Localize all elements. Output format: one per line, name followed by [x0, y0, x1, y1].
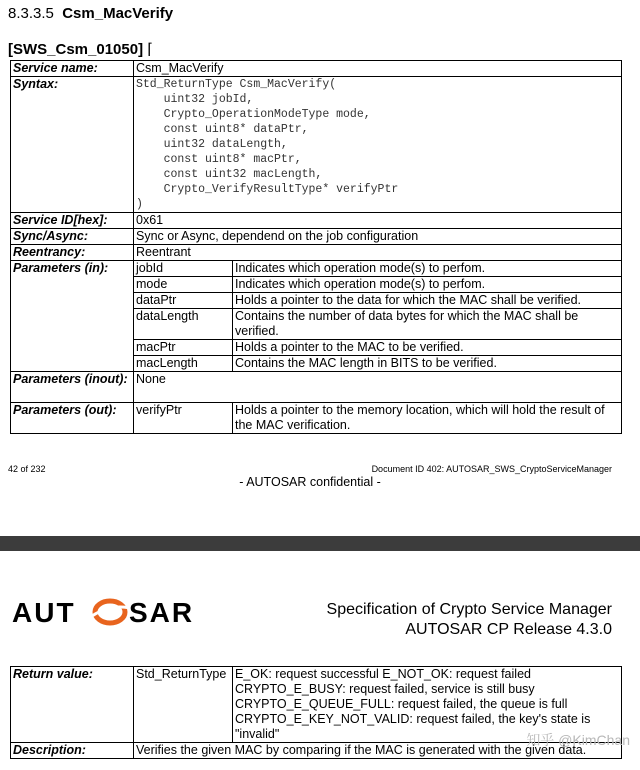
return-code-line: CRYPTO_E_QUEUE_FULL: request failed, the queue is full [235, 697, 568, 711]
autosar-logo-icon [12, 596, 228, 628]
requirement-id-text: [SWS_Csm_01050] [8, 41, 144, 58]
section-name: Csm_MacVerify [62, 5, 174, 22]
param-name: verifyPtr [134, 403, 233, 434]
param-desc: Holds a pointer to the MAC to be verified. [233, 340, 622, 356]
svg-text:AUT: AUT [12, 597, 76, 628]
page-separator [0, 536, 640, 551]
label-description: Description: [11, 743, 134, 759]
value-description: Verifies the given MAC by comparing if the MAC is generated with the given data. [134, 743, 622, 759]
value-syntax [134, 77, 622, 213]
syntax-line: const uint32 macLength, [136, 168, 323, 181]
row-param-out [11, 403, 622, 434]
label-syntax: Syntax: [11, 77, 134, 213]
value-service-id: 0x61 [134, 213, 622, 229]
label-reentrancy: Reentrancy: [11, 245, 134, 261]
requirement-open-bracket: ⌈ [147, 41, 154, 58]
param-name: mode [134, 277, 233, 293]
value-reentrancy: Reentrant [134, 245, 622, 261]
requirement-id [8, 40, 153, 58]
param-name: jobId [134, 261, 233, 277]
document-title [327, 600, 612, 640]
return-type: Std_ReturnType [134, 667, 233, 743]
label-service-id: Service ID[hex]: [11, 213, 134, 229]
document-title-line1: Specification of Crypto Service Manager [326, 601, 612, 618]
label-service-name: Service name: [11, 61, 134, 77]
syntax-line: Crypto_OperationModeType mode, [136, 108, 371, 121]
return-code-line: CRYPTO_E_BUSY: request failed, service is still busy [235, 682, 535, 696]
row-param-inout [11, 372, 622, 403]
syntax-line: Std_ReturnType Csm_MacVerify( [136, 78, 337, 91]
section-heading [8, 5, 173, 22]
param-name: dataLength [134, 309, 233, 340]
syntax-line: uint32 dataLength, [136, 138, 288, 151]
value-parameters-inout: None [134, 372, 622, 403]
confidential-notice: - AUTOSAR confidential - [239, 475, 381, 489]
return-code-line: CRYPTO_E_KEY_NOT_VALID: request failed, the key's state is "invalid" [235, 712, 591, 741]
label-parameters-inout: Parameters (inout): [11, 372, 134, 403]
page-number: 42 of 232 [8, 464, 46, 474]
syntax-line: ) [136, 198, 143, 211]
param-desc: Contains the MAC length in BITS to be verified. [233, 356, 622, 372]
param-desc: Holds a pointer to the memory location, which will hold the result of the MAC verification. [233, 403, 622, 434]
row-service-id [11, 213, 622, 229]
param-name: dataPtr [134, 293, 233, 309]
svg-text:SAR: SAR [129, 597, 195, 628]
row-sync-async [11, 229, 622, 245]
value-sync-async: Sync or Async, dependend on the job configuration [134, 229, 622, 245]
label-parameters-in: Parameters (in): [11, 261, 134, 372]
param-name: macLength [134, 356, 233, 372]
autosar-logo [12, 596, 228, 628]
syntax-line: Crypto_VerifyResultType* verifyPtr [136, 183, 399, 196]
section-number: 8.3.3.5 [8, 5, 54, 22]
row-reentrancy [11, 245, 622, 261]
document-id: Document ID 402: AUTOSAR_SWS_CryptoServiceManager [371, 464, 612, 474]
syntax-line: const uint8* dataPtr, [136, 123, 309, 136]
syntax-line: uint32 jobId, [136, 93, 254, 106]
param-desc: Indicates which operation mode(s) to perfom. [233, 261, 622, 277]
return-code-line: E_OK: request successful E_NOT_OK: request failed [235, 667, 531, 681]
param-desc: Indicates which operation mode(s) to perfom. [233, 277, 622, 293]
row-syntax [11, 77, 622, 213]
syntax-line: const uint8* macPtr, [136, 153, 302, 166]
watermark: 知乎 @KimChan [526, 732, 630, 748]
row-service-name [11, 61, 622, 77]
document-title-line2: AUTOSAR CP Release 4.3.0 [405, 621, 612, 638]
row-param-in [11, 261, 622, 277]
label-sync-async: Sync/Async: [11, 229, 134, 245]
param-name: macPtr [134, 340, 233, 356]
label-return-value: Return value: [11, 667, 134, 743]
param-desc: Contains the number of data bytes for which the MAC shall be verified. [233, 309, 622, 340]
label-parameters-out: Parameters (out): [11, 403, 134, 434]
value-service-name: Csm_MacVerify [134, 61, 622, 77]
api-spec-table [10, 60, 622, 434]
param-desc: Holds a pointer to the data for which the MAC shall be verified. [233, 293, 622, 309]
